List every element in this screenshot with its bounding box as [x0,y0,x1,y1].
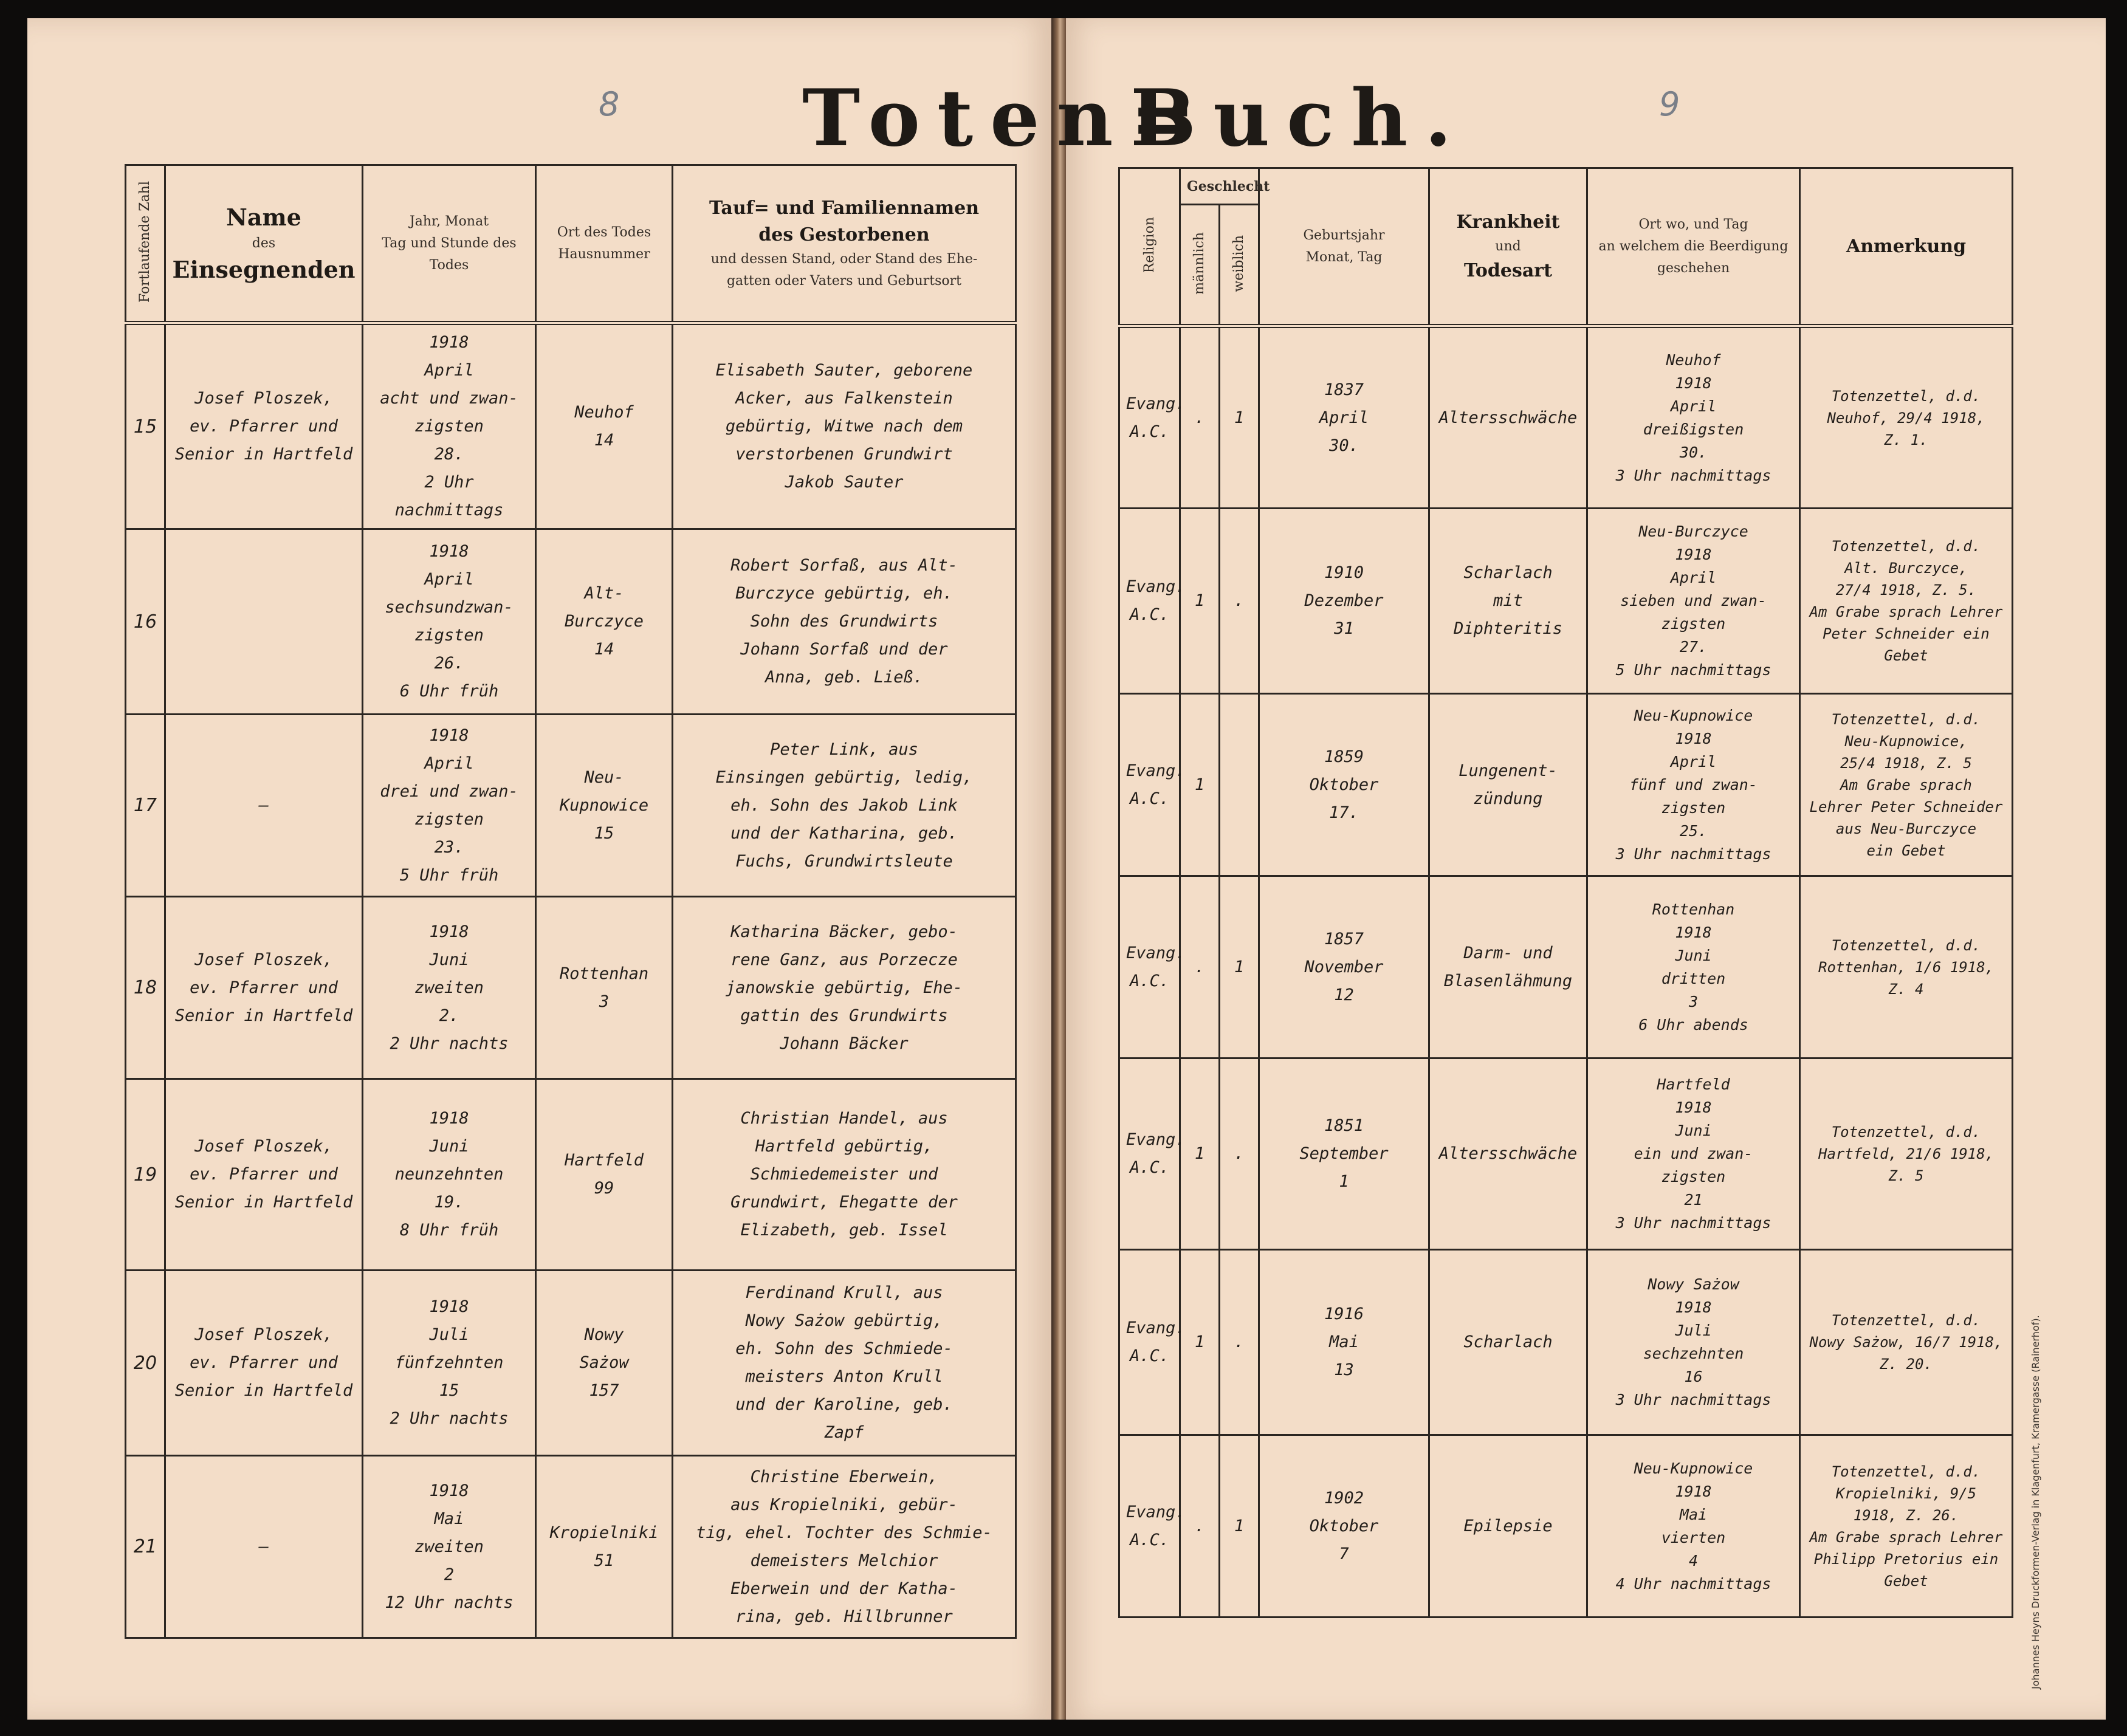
register-row-left [126,529,1016,715]
remark-cell: Totenzettel, d.d. Nowy Sażow, 16/7 1918, Z. 20. [1800,1250,2013,1435]
header-female: weiblich [1220,205,1259,326]
illness-cell: Altersschwäche [1429,326,1587,509]
death-date-cell: 1918 April drei und zwan- zigsten 23. 5 Uhr früh [363,715,536,897]
religion-cell: Evang. A.C. [1119,509,1180,694]
burial-cell: Neu-Kupnowice 1918 Mai vierten 4 4 Uhr nachmittags [1587,1435,1800,1618]
entry-number: 21 [126,1456,165,1638]
register-row-right [1119,509,2013,694]
officiant-cell: Josef Ploszek, ev. Pfarrer und Senior in Hartfeld [165,897,363,1079]
header-religion: Religion [1119,168,1180,326]
header-illness: Krankheit und Todesart [1429,168,1587,326]
death-place-cell: Alt- Burczyce 14 [536,529,673,715]
religion-cell: Evang. A.C. [1119,1058,1180,1250]
male-cell: . [1180,1435,1220,1618]
female-cell: . [1220,1058,1259,1250]
death-place-cell: Neu- Kupnowice 15 [536,715,673,897]
register-row-right [1119,1058,2013,1250]
female-cell [1220,694,1259,876]
header-sex: Geschlecht [1180,168,1259,205]
title-right: Buch. [1130,73,1469,164]
header-male: männlich [1180,205,1220,326]
female-cell: 1 [1220,876,1259,1058]
officiant-cell: — [165,715,363,897]
male-cell: 1 [1180,1058,1220,1250]
folio-right: 9 [1659,85,1680,123]
remark-cell: Totenzettel, d.d. Kropielniki, 9/5 1918, Z. 26. Am Grabe sprach Lehrer Philipp Pretorius ein Gebet [1800,1435,2013,1618]
deceased-cell: Ferdinand Krull, aus Nowy Sażow gebürtig, eh. Sohn des Schmiede- meisters Anton Krull und der Karoline, geb. Zapf [673,1271,1016,1456]
register-row-right [1119,694,2013,876]
male-cell: 1 [1180,509,1220,694]
burial-cell: Neu-Burczyce 1918 April sieben und zwan- zigsten 27. 5 Uhr nachmittags [1587,509,1800,694]
male-cell: 1 [1180,694,1220,876]
deceased-cell: Elisabeth Sauter, geborene Acker, aus Falkenstein gebürtig, Witwe nach dem verstorbenen Grundwirt Jakob Sauter [673,323,1016,529]
officiant-cell: Josef Ploszek, ev. Pfarrer und Senior in Hartfeld [165,1079,363,1271]
left-register-table [125,164,1017,1639]
death-date-cell: 1918 Juni neunzehnten 19. 8 Uhr früh [363,1079,536,1271]
title-left: Toten= [802,73,1212,164]
register-row-right [1119,1435,2013,1618]
book-spine [1051,18,1066,1720]
burial-cell: Neuhof 1918 April dreißigsten 30. 3 Uhr nachmittags [1587,326,1800,509]
remark-cell: Totenzettel, d.d. Neu-Kupnowice, 25/4 1918, Z. 5 Am Grabe sprach Lehrer Peter Schneider aus Neu-Burczyce ein Gebet [1800,694,2013,876]
entry-number: 15 [126,323,165,529]
birth-cell: 1859 Oktober 17. [1259,694,1429,876]
death-place-cell: Neuhof 14 [536,323,673,529]
death-place-cell: Kropielniki 51 [536,1456,673,1638]
officiant-cell: Josef Ploszek, ev. Pfarrer und Senior in Hartfeld [165,323,363,529]
illness-cell: Darm- und Blasenlähmung [1429,876,1587,1058]
religion-cell: Evang. A.C. [1119,326,1180,509]
header-date: Jahr, Monat Tag und Stunde des Todes [363,165,536,323]
right-register-table [1118,167,2013,1618]
birth-cell: 1857 November 12 [1259,876,1429,1058]
birth-cell: 1916 Mai 13 [1259,1250,1429,1435]
deceased-cell: Christine Eberwein, aus Kropielniki, gebür- tig, ehel. Tochter des Schmie- demeisters Melchior Eberwein und der Katha- rina, geb. Hillbrunner [673,1456,1016,1638]
burial-cell: Neu-Kupnowice 1918 April fünf und zwan- zigsten 25. 3 Uhr nachmittags [1587,694,1800,876]
entry-number: 16 [126,529,165,715]
female-cell: . [1220,509,1259,694]
birth-cell: 1851 September 1 [1259,1058,1429,1250]
burial-cell: Hartfeld 1918 Juni ein und zwan- zigsten 21 3 Uhr nachmittags [1587,1058,1800,1250]
female-cell: 1 [1220,1435,1259,1618]
remark-cell: Totenzettel, d.d. Rottenhan, 1/6 1918, Z. 4 [1800,876,2013,1058]
remark-cell: Totenzettel, d.d. Neuhof, 29/4 1918, Z. 1. [1800,326,2013,509]
religion-cell: Evang. A.C. [1119,1435,1180,1618]
register-row-right [1119,1250,2013,1435]
header-burial: Ort wo, und Tag an welchem die Beerdigung geschehen [1587,168,1800,326]
deceased-cell: Robert Sorfaß, aus Alt- Burczyce gebürtig, eh. Sohn des Grundwirts Johann Sorfaß und der Anna, geb. Ließ. [673,529,1016,715]
entry-number: 17 [126,715,165,897]
death-place-cell: Rottenhan 3 [536,897,673,1079]
deceased-cell: Christian Handel, aus Hartfeld gebürtig, Schmiedemeister und Grundwirt, Ehegatte der Elizabeth, geb. Issel [673,1079,1016,1271]
burial-cell: Rottenhan 1918 Juni dritten 3 6 Uhr abends [1587,876,1800,1058]
folio-left: 8 [599,85,620,123]
register-row-left [126,323,1016,529]
printer-imprint: Johannes Heyns Druckformen-Verlag in Klagenfurt, Kramergasse (Rainerhof). [2030,1315,2041,1689]
illness-cell: Epilepsie [1429,1435,1587,1618]
death-place-cell: Nowy Sażow 157 [536,1271,673,1456]
death-date-cell: 1918 April sechsundzwan- zigsten 26. 6 Uhr früh [363,529,536,715]
deceased-cell: Katharina Bäcker, gebo- rene Ganz, aus Porzecze janowskie gebürtig, Ehe- gattin des Grundwirts Johann Bäcker [673,897,1016,1079]
male-cell: 1 [1180,1250,1220,1435]
officiant-cell: Josef Ploszek, ev. Pfarrer und Senior in Hartfeld [165,1271,363,1456]
death-date-cell: 1918 Juni zweiten 2. 2 Uhr nachts [363,897,536,1079]
register-row-left [126,1456,1016,1638]
register-row-left [126,1079,1016,1271]
female-cell: 1 [1220,326,1259,509]
deceased-cell: Peter Link, aus Einsingen gebürtig, ledig, eh. Sohn des Jakob Link und der Katharina, geb. Fuchs, Grundwirtsleute [673,715,1016,897]
death-date-cell: 1918 Juli fünfzehnten 15 2 Uhr nachts [363,1271,536,1456]
death-place-cell: Hartfeld 99 [536,1079,673,1271]
illness-cell: Scharlach [1429,1250,1587,1435]
male-cell: . [1180,876,1220,1058]
header-officiant: Name des Einsegnenden [165,165,363,323]
birth-cell: 1837 April 30. [1259,326,1429,509]
register-row-left [126,715,1016,897]
illness-cell: Altersschwäche [1429,1058,1587,1250]
entry-number: 19 [126,1079,165,1271]
remark-cell: Totenzettel, d.d. Alt. Burczyce, 27/4 1918, Z. 5. Am Grabe sprach Lehrer Peter Schneider ein Gebet [1800,509,2013,694]
header-birth: Geburtsjahr Monat, Tag [1259,168,1429,326]
death-date-cell: 1918 Mai zweiten 2 12 Uhr nachts [363,1456,536,1638]
register-row-right [1119,326,2013,509]
remark-cell: Totenzettel, d.d. Hartfeld, 21/6 1918, Z. 5 [1800,1058,2013,1250]
female-cell: . [1220,1250,1259,1435]
birth-cell: 1902 Oktober 7 [1259,1435,1429,1618]
religion-cell: Evang. A.C. [1119,694,1180,876]
religion-cell: Evang. A.C. [1119,1250,1180,1435]
entry-number: 18 [126,897,165,1079]
register-row-left [126,1271,1016,1456]
burial-cell: Nowy Sażow 1918 Juli sechzehnten 16 3 Uhr nachmittags [1587,1250,1800,1435]
religion-cell: Evang. A.C. [1119,876,1180,1058]
birth-cell: 1910 Dezember 31 [1259,509,1429,694]
header-number: Fortlaufende Zahl [126,165,165,323]
header-remark: Anmerkung [1800,168,2013,326]
register-row-right [1119,876,2013,1058]
death-date-cell: 1918 April acht und zwan- zigsten 28. 2 Uhr nachmittags [363,323,536,529]
header-place: Ort des Todes Hausnummer [536,165,673,323]
officiant-cell: — [165,1456,363,1638]
illness-cell: Lungenent- zündung [1429,694,1587,876]
illness-cell: Scharlach mit Diphteritis [1429,509,1587,694]
officiant-cell [165,529,363,715]
entry-number: 20 [126,1271,165,1456]
male-cell: . [1180,326,1220,509]
header-deceased: Tauf= und Familiennamen des Gestorbenen und dessen Stand, oder Stand des Ehe- gatten oder Vaters und Geburtsort [673,165,1016,323]
register-row-left [126,897,1016,1079]
